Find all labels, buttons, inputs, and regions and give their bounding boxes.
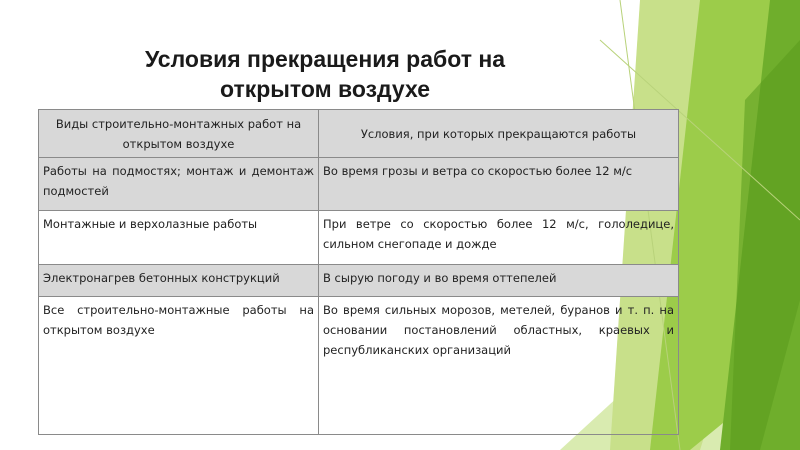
- header-cell-work-types: Виды строительно-монтажных работ на открытом воздухе: [39, 110, 319, 158]
- table-cell: Монтажные и верхолазные работы: [39, 211, 319, 265]
- table-cell: При ветре со скоростью более 12 м/с, гололедице, сильном снегопаде и дожде: [319, 211, 679, 265]
- table-row: [39, 158, 679, 211]
- table-row: [39, 265, 679, 297]
- table-row: [39, 297, 679, 435]
- title-line-2: открытом воздухе: [219, 76, 431, 102]
- table-cell: Во время сильных морозов, метелей, буранов и т. п. на основании постановлений областных, краевых и республиканских организаций: [319, 297, 679, 435]
- header-cell-conditions: Условия, при которых прекращаются работы: [319, 110, 679, 158]
- page-title: [90, 44, 560, 104]
- table-cell: Электронагрев бетонных конструкций: [39, 265, 319, 297]
- table-cell: Все строительно-монтажные работы на открытом воздухе: [39, 297, 319, 435]
- table-cell: Работы на подмостях; монтаж и демонтаж подмостей: [39, 158, 319, 211]
- table-cell: Во время грозы и ветра со скоростью более 12 м/с: [319, 158, 679, 211]
- table-row: [39, 211, 679, 265]
- work-conditions-table: [38, 109, 679, 435]
- table-cell: В сырую погоду и во время оттепелей: [319, 265, 679, 297]
- title-line-1: Условия прекращения работ на: [144, 46, 506, 72]
- table-header-row: [39, 110, 679, 158]
